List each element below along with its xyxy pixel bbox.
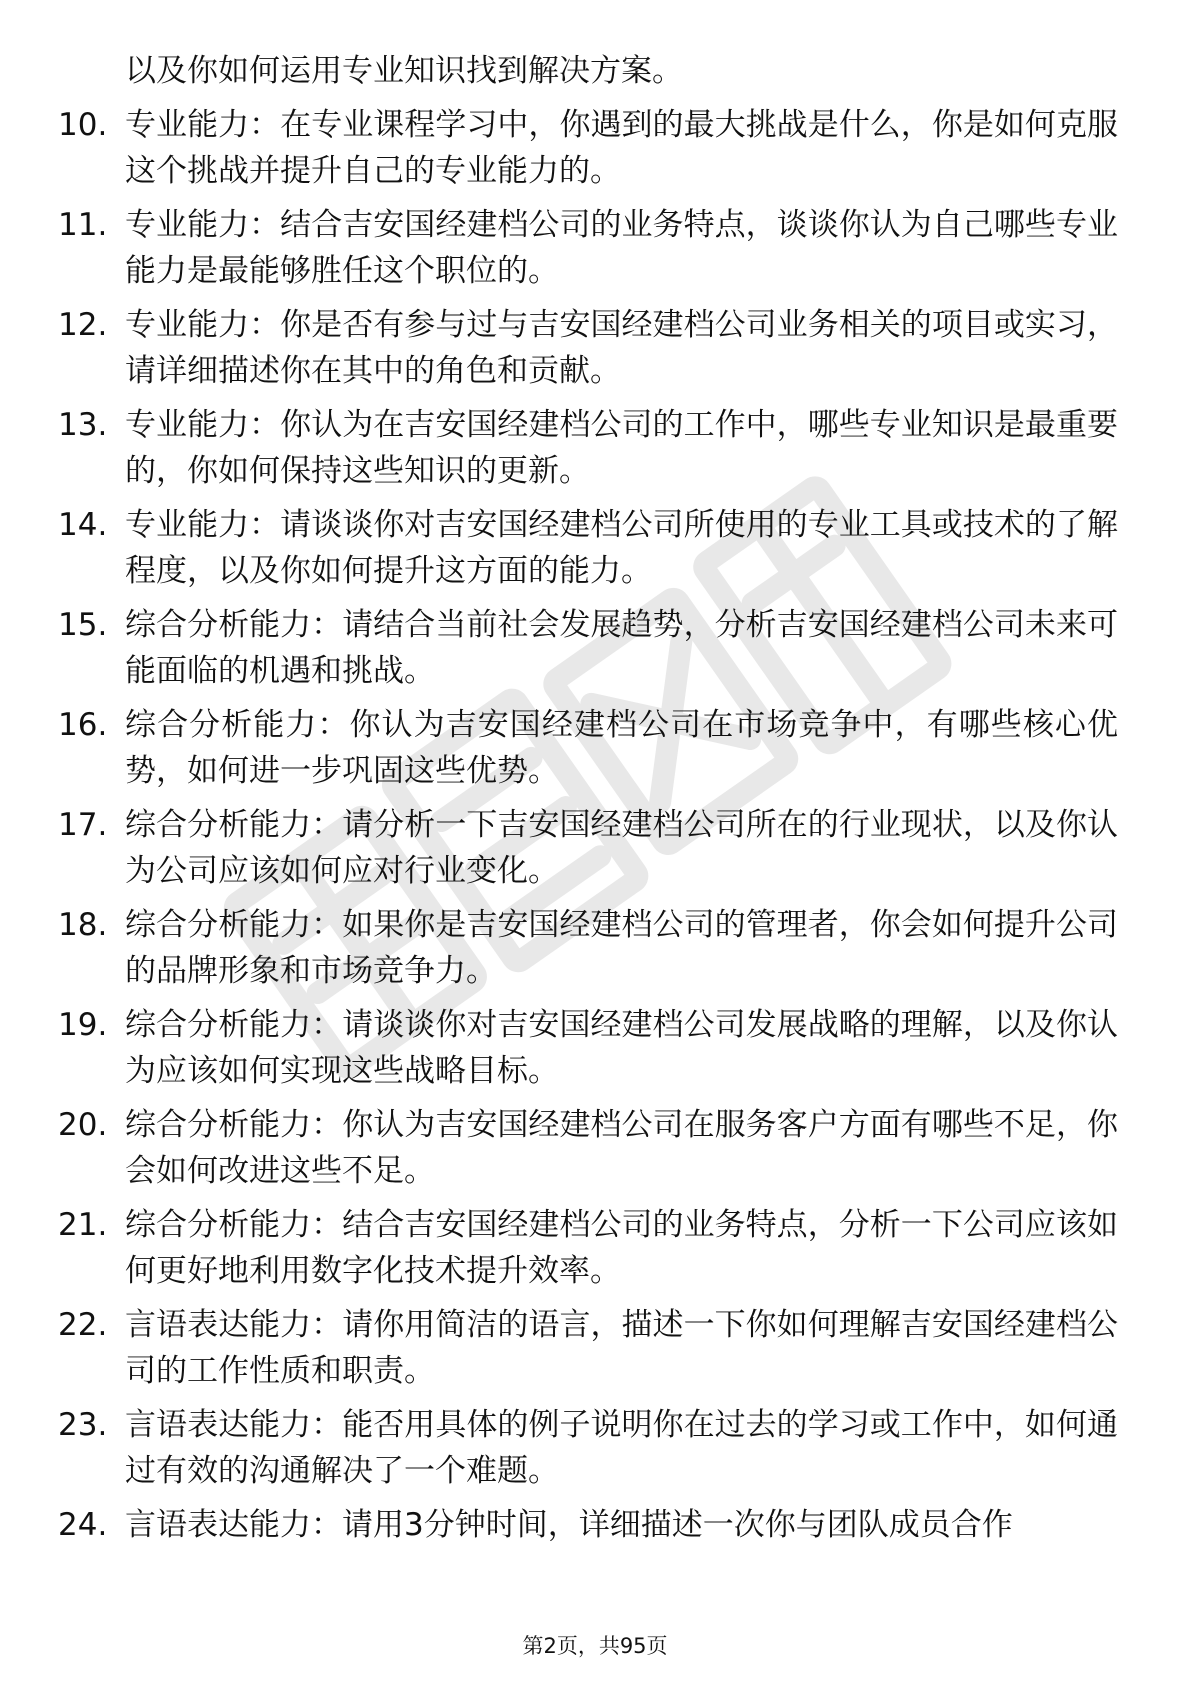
- question-item: [58, 202, 1118, 294]
- question-item: [58, 1202, 1118, 1294]
- question-number: 18.: [58, 907, 108, 943]
- question-item: [58, 702, 1118, 794]
- question-number: 11.: [58, 207, 108, 243]
- document-body: [58, 48, 1118, 1556]
- question-item: [58, 602, 1118, 694]
- question-text: 专业能力：在专业课程学习中，你遇到的最大挑战是什么，你是如何克服这个挑战并提升自己的专业能力的。: [125, 107, 1118, 189]
- question-text: 言语表达能力：能否用具体的例子说明你在过去的学习或工作中，如何通过有效的沟通解决了一个难题。: [125, 1407, 1118, 1489]
- question-text: 综合分析能力：请结合当前社会发展趋势，分析吉安国经建档公司未来可能面临的机遇和挑战。: [125, 607, 1118, 689]
- question-item: [58, 1502, 1118, 1548]
- question-item: [58, 1402, 1118, 1494]
- page-footer: [0, 1630, 1190, 1660]
- question-text: 专业能力：请谈谈你对吉安国经建档公司所使用的专业工具或技术的了解程度，以及你如何提升这方面的能力。: [125, 507, 1118, 589]
- question-text: 综合分析能力：如果你是吉安国经建档公司的管理者，你会如何提升公司的品牌形象和市场竞争力。: [125, 907, 1118, 989]
- question-text: 专业能力：你认为在吉安国经建档公司的工作中，哪些专业知识是最重要的，你如何保持这些知识的更新。: [125, 407, 1118, 489]
- question-item: [58, 102, 1118, 194]
- continuation-text: 以及你如何运用专业知识找到解决方案。: [125, 53, 683, 89]
- question-number: 16.: [58, 707, 108, 743]
- question-text: 综合分析能力：结合吉安国经建档公司的业务特点，分析一下公司应该如何更好地利用数字化技术提升效率。: [125, 1207, 1118, 1289]
- question-text: 言语表达能力：请你用简洁的语言，描述一下你如何理解吉安国经建档公司的工作性质和职责。: [125, 1307, 1118, 1389]
- question-item: [58, 1302, 1118, 1394]
- question-number: 12.: [58, 307, 108, 343]
- question-number: 10.: [58, 107, 108, 143]
- question-text: 综合分析能力：请谈谈你对吉安国经建档公司发展战略的理解，以及你认为应该如何实现这些战略目标。: [125, 1007, 1118, 1089]
- question-number: 14.: [58, 507, 108, 543]
- question-number: 20.: [58, 1107, 108, 1143]
- question-number: 22.: [58, 1307, 108, 1343]
- question-text: 专业能力：你是否有参与过与吉安国经建档公司业务相关的项目或实习，请详细描述你在其中的角色和贡献。: [125, 307, 1118, 389]
- question-number: 24.: [58, 1507, 108, 1543]
- question-item: [58, 1002, 1118, 1094]
- question-item: [58, 1102, 1118, 1194]
- question-item: [58, 802, 1118, 894]
- question-number: 17.: [58, 807, 108, 843]
- question-item: [58, 302, 1118, 394]
- question-item: [58, 502, 1118, 594]
- question-list: [58, 102, 1118, 1548]
- question-text: 综合分析能力：你认为吉安国经建档公司在市场竞争中，有哪些核心优势，如何进一步巩固这些优势。: [125, 707, 1118, 789]
- question-number: 23.: [58, 1407, 108, 1443]
- question-number: 21.: [58, 1207, 108, 1243]
- question-item: [58, 402, 1118, 494]
- question-number: 15.: [58, 607, 108, 643]
- question-number: 13.: [58, 407, 108, 443]
- question-text: 专业能力：结合吉安国经建档公司的业务特点，谈谈你认为自己哪些专业能力是最能够胜任这个职位的。: [125, 207, 1118, 289]
- question-text: 综合分析能力：你认为吉安国经建档公司在服务客户方面有哪些不足，你会如何改进这些不足。: [125, 1107, 1118, 1189]
- question-text: 言语表达能力：请用3分钟时间，详细描述一次你与团队成员合作: [125, 1507, 1013, 1543]
- question-text: 综合分析能力：请分析一下吉安国经建档公司所在的行业现状，以及你认为公司应该如何应对行业变化。: [125, 807, 1118, 889]
- question-item: [58, 902, 1118, 994]
- page-number-label: 第2页，共95页: [522, 1634, 668, 1658]
- question-number: 19.: [58, 1007, 108, 1043]
